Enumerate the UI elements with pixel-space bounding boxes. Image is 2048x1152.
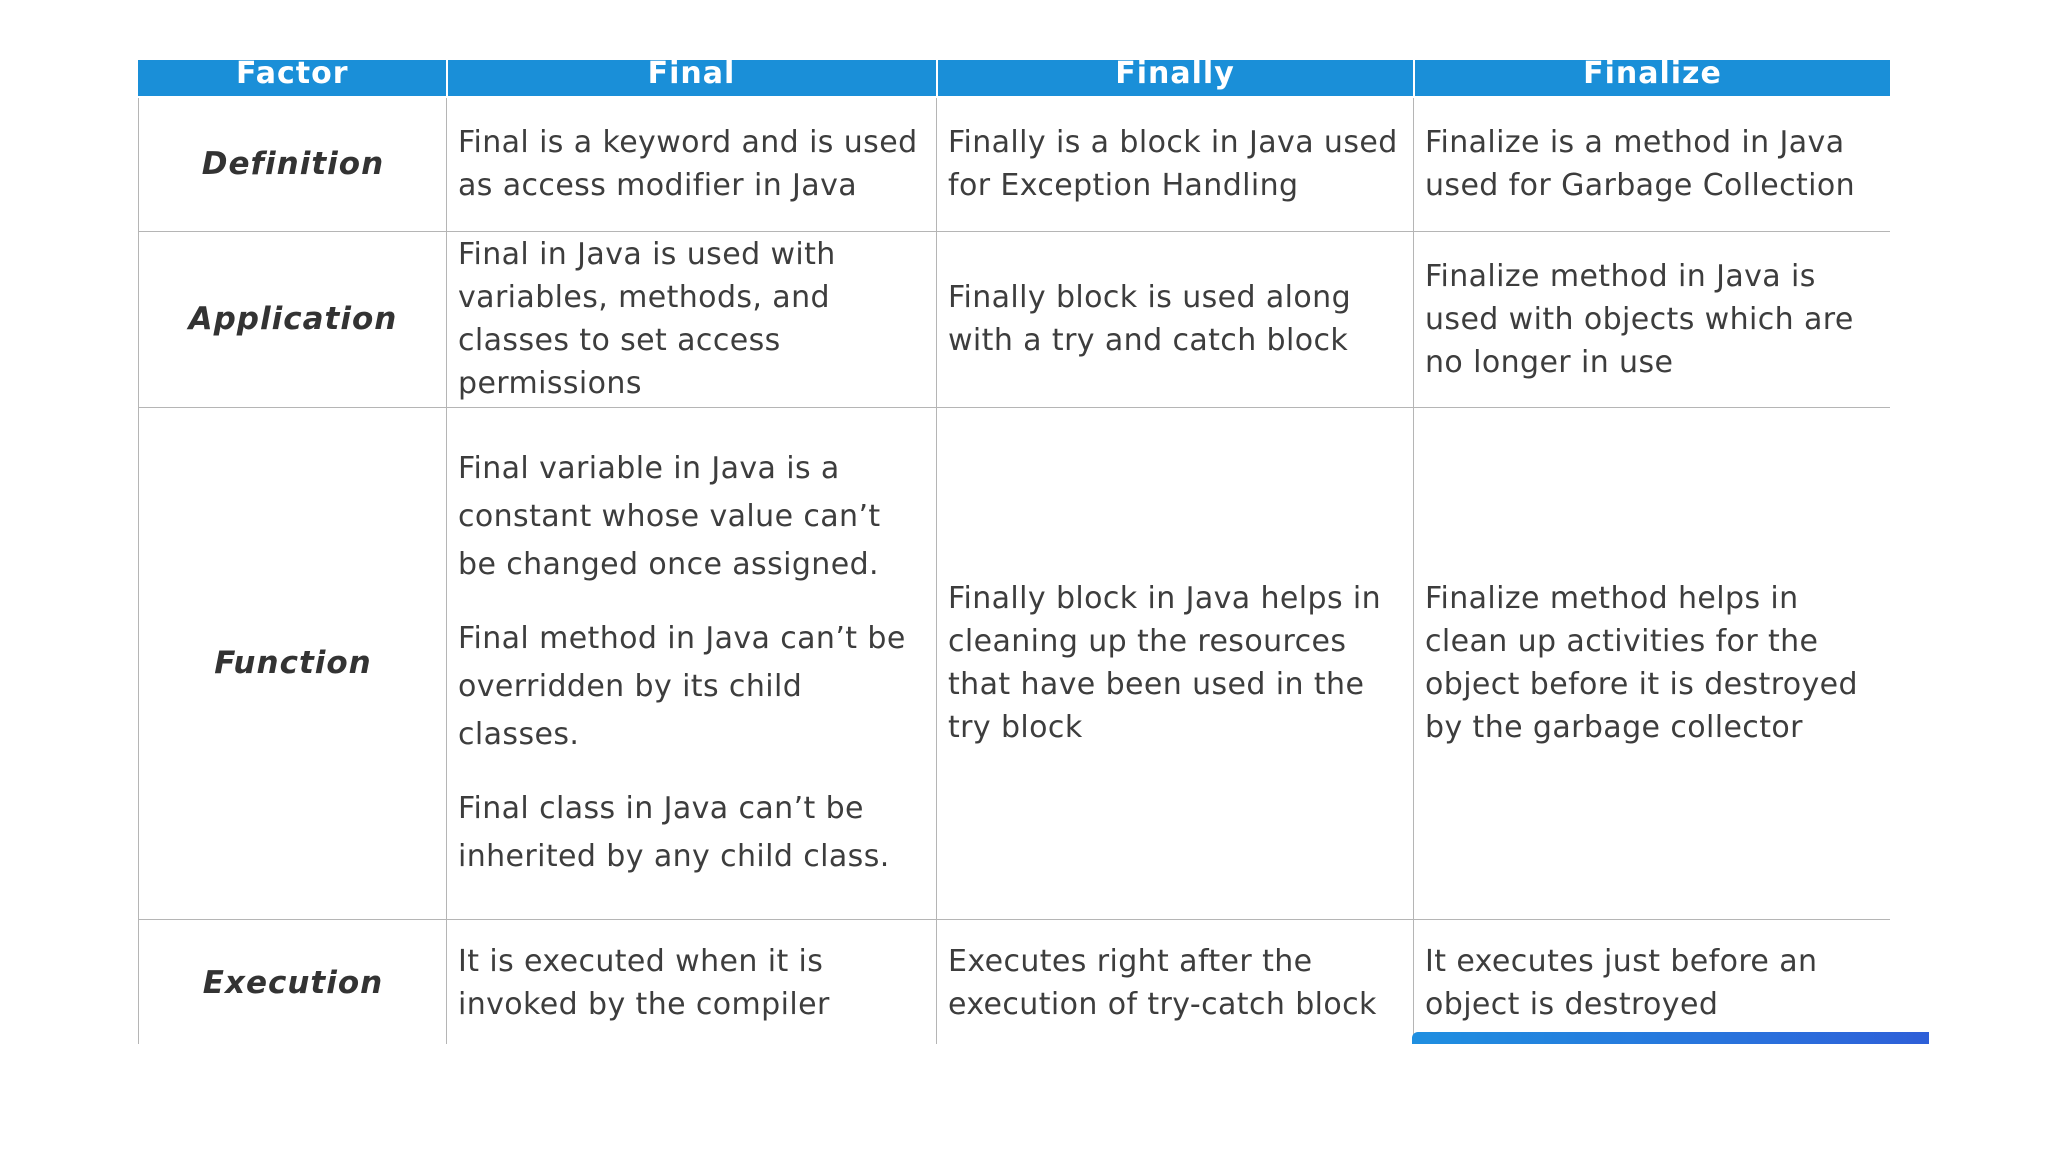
finalize-cell: Finalize method helps in clean up activities for the object before it is destroyed by the garbage collector <box>1414 407 1891 919</box>
finalize-cell: Finalize method in Java is used with objects which are no longer in use <box>1414 231 1891 407</box>
header-factor: Factor <box>139 60 447 97</box>
final-method-paragraph: Final method in Java can’t be overridden by its child classes. <box>458 621 906 752</box>
header-finally: Finally <box>937 60 1414 97</box>
finally-cell: Finally is a block in Java used for Exception Handling <box>937 97 1414 231</box>
factor-cell: Function <box>139 407 447 919</box>
final-cell <box>447 407 937 919</box>
header-final: Final <box>447 60 937 97</box>
header-row <box>139 60 1891 97</box>
table-row-function <box>139 407 1891 919</box>
accent-bar <box>1412 1032 1929 1044</box>
factor-cell: Definition <box>139 97 447 231</box>
final-class-paragraph: Final class in Java can’t be inherited by any child class. <box>458 791 890 874</box>
factor-cell: Execution <box>139 919 447 1044</box>
finally-cell: Finally block is used along with a try and catch block <box>937 231 1414 407</box>
final-cell: Final is a keyword and is used as access modifier in Java <box>447 97 937 231</box>
table-row-execution <box>139 919 1891 1044</box>
finally-cell: Executes right after the execution of try-catch block <box>937 919 1414 1044</box>
final-variable-paragraph: Final variable in Java is a constant whose value can’t be changed once assigned. <box>458 451 881 582</box>
comparison-table <box>138 60 1890 1044</box>
factor-cell: Application <box>139 231 447 407</box>
comparison-table-container <box>138 60 1890 1044</box>
table-row-definition <box>139 97 1891 231</box>
finalize-cell: It executes just before an object is destroyed <box>1414 919 1891 1044</box>
header-finalize: Finalize <box>1414 60 1891 97</box>
finally-cell: Finally block in Java helps in cleaning up the resources that have been used in the try block <box>937 407 1414 919</box>
final-cell: It is executed when it is invoked by the compiler <box>447 919 937 1044</box>
table-body <box>139 97 1891 1044</box>
final-cell: Final in Java is used with variables, methods, and classes to set access permissions <box>447 231 937 407</box>
table-row-application <box>139 231 1891 407</box>
table-header <box>139 60 1891 97</box>
finalize-cell: Finalize is a method in Java used for Garbage Collection <box>1414 97 1891 231</box>
